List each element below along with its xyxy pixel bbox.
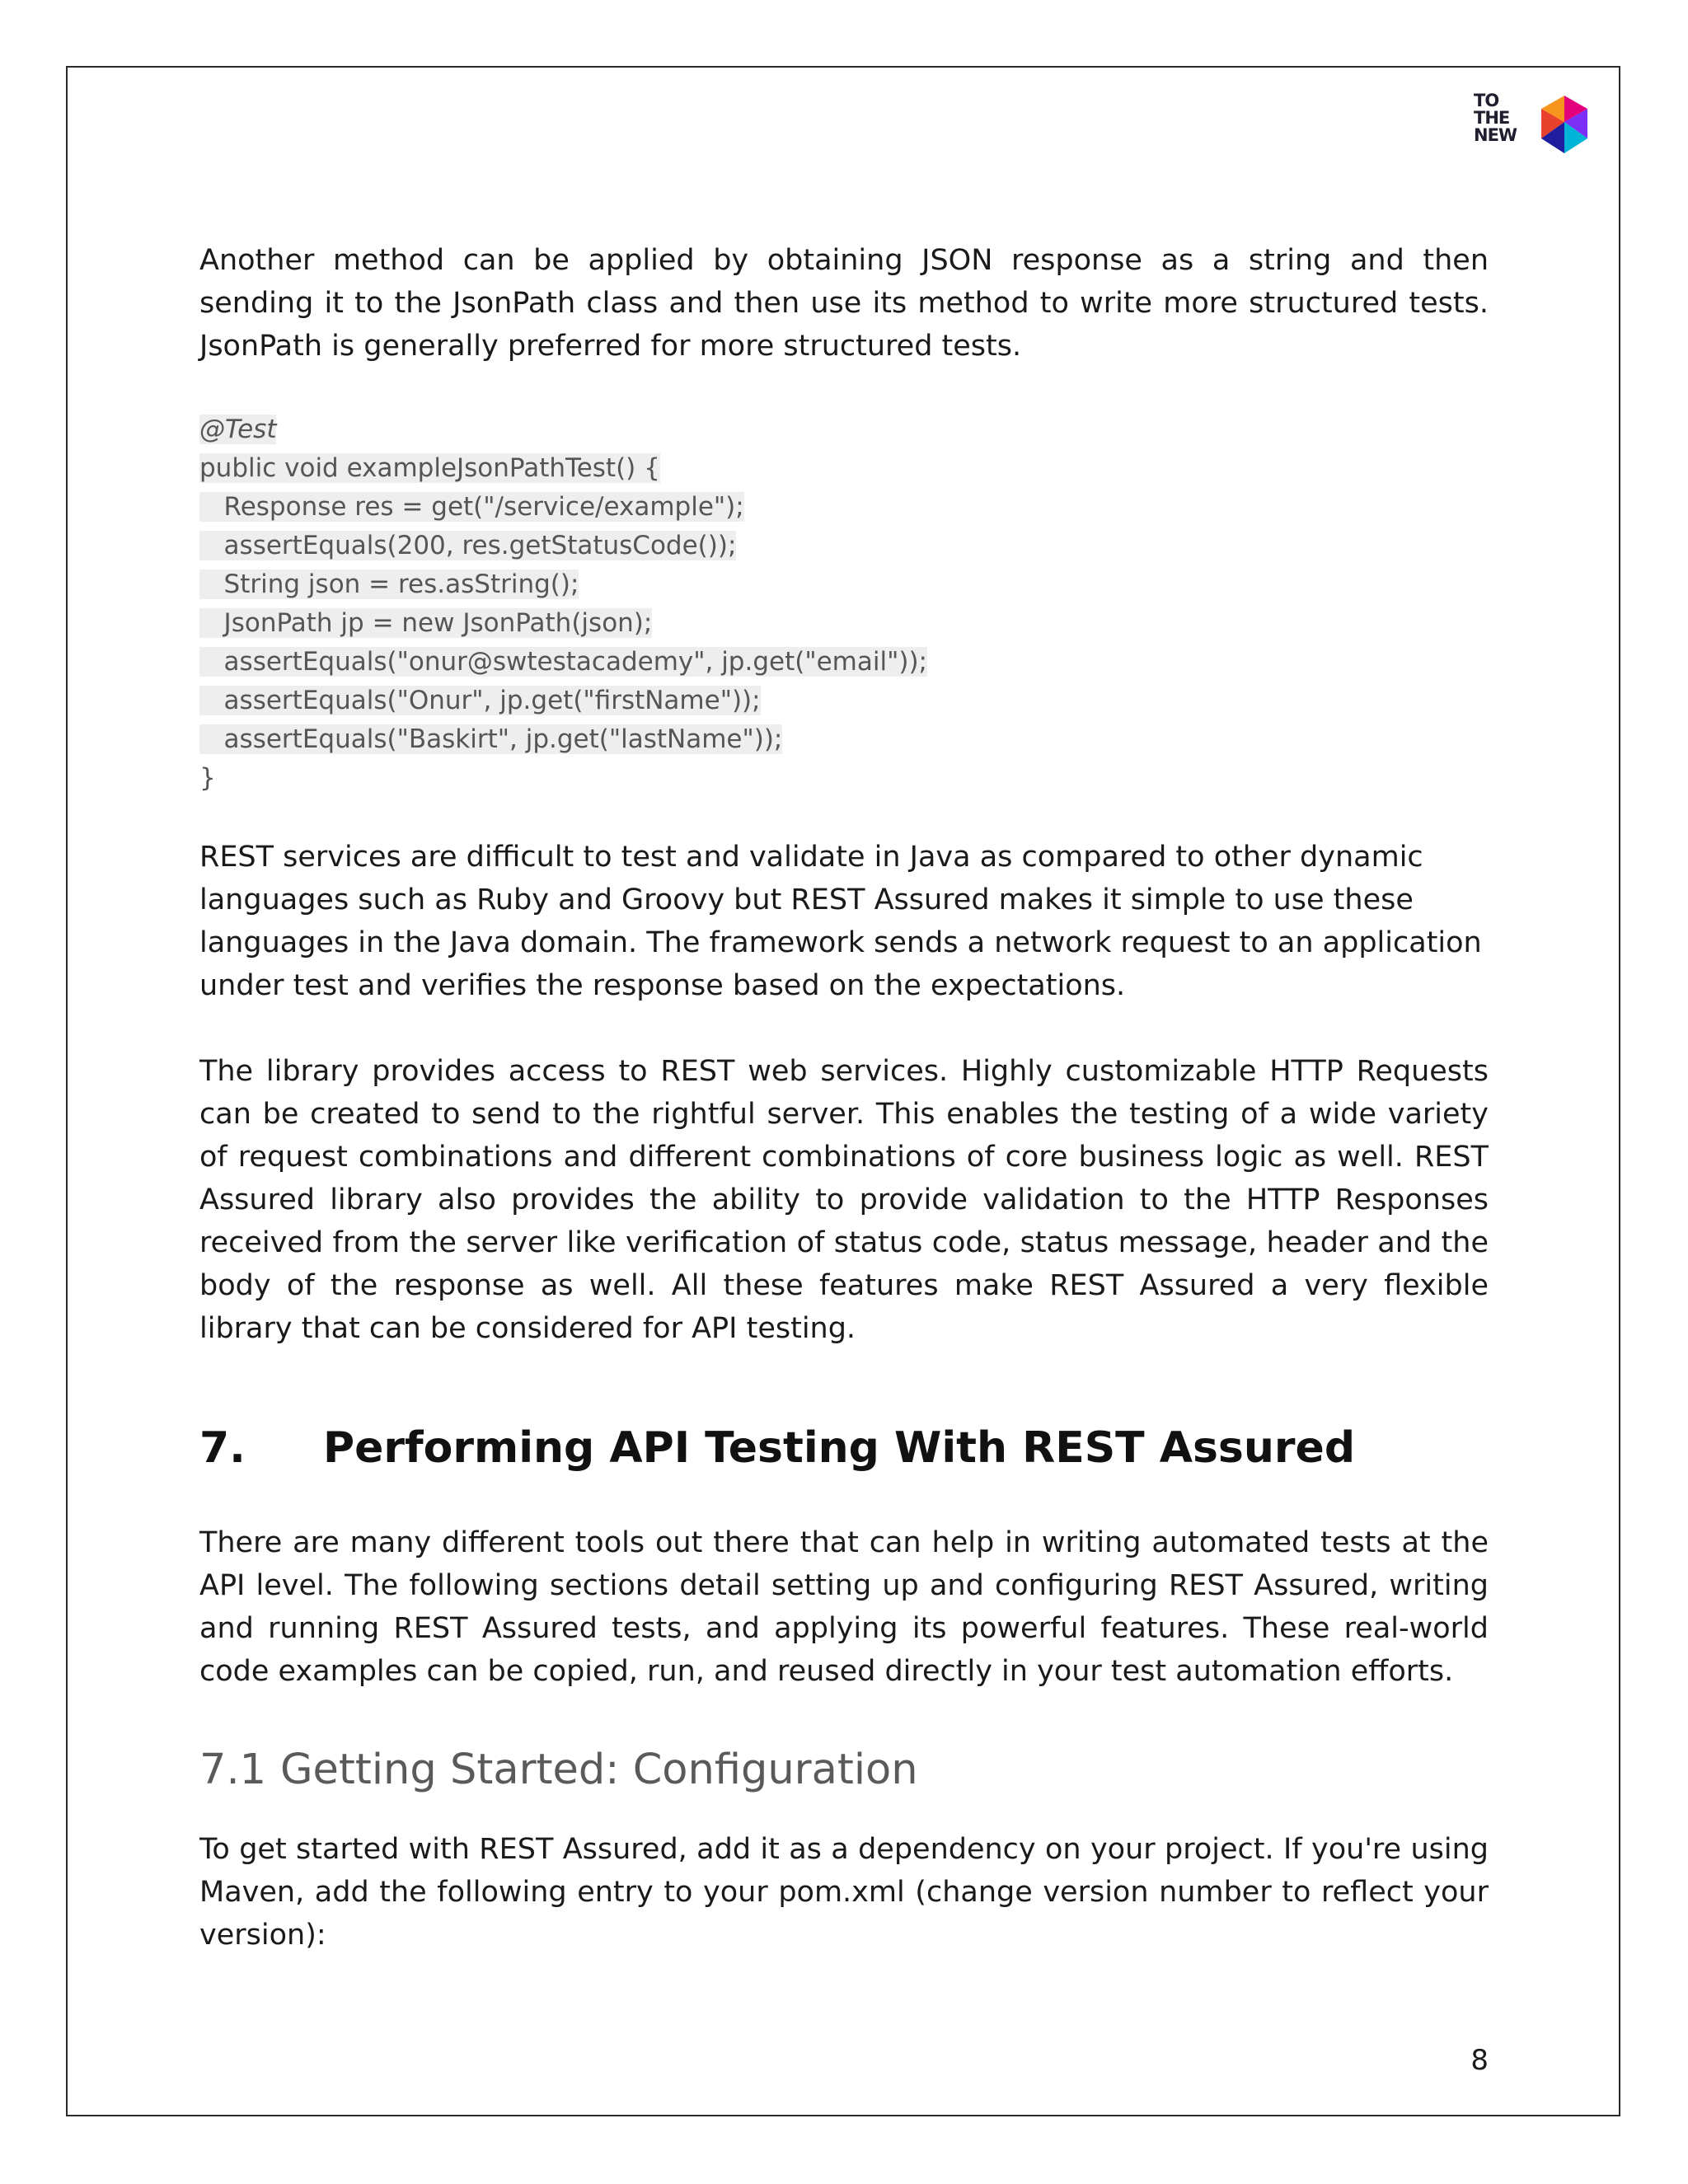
paragraph-rest-services: REST services are difficult to test and validate in Java as compared to other dynamic languages such as Ruby and Groovy but REST Assured makes it simple to use these languages in the Java domain. The framework sends a network request to an application under test and verifies the response based on the expectations. [199,841,1482,1002]
subsection-title: Getting Started: Configuration [280,1746,918,1794]
code-line: assertEquals("onur@swtestacademy", jp.get("email")); [199,647,927,677]
paragraph-library-provides: The library provides access to REST web services. Highly customizable HTTP Requests can be created to send to the rightful server. This enables the testing of a wide variety of request combinations and different combinations of core business logic as well. REST Assured library also provides the ability to provide validation to the HTTP Responses received from the server like verification of status code, status message, header and the body of the response as well. All these features make REST Assured a very flexible library that can be considered for API testing. [199,1055,1489,1345]
code-line: } [199,763,216,793]
paragraph-jsonpath-intro: Another method can be applied by obtaining JSON response as a string and then sending it to the JsonPath class and then use its method to write more structured tests. JsonPath is generally preferred for more structured tests. [199,244,1489,363]
code-line: String json = res.asString(); [199,569,579,599]
paragraph-getting-started: To get started with REST Assured, add it as a dependency on your project. If you're using Maven, add the following entry to your pom.xml (change version number to reflect your version): [199,1833,1489,1952]
code-line: @Test [199,415,277,444]
section-number: 7. [199,1423,246,1473]
logo-wordmark [1474,92,1531,144]
paragraph-tools-intro: There are many different tools out there that can help in writing automated tests at the API level. The following sections detail setting up and configuring REST Assured, writing and running REST Assured tests, and applying its powerful features. These real-world code examples can be copied, run, and reused directly in your test automation efforts. [199,1526,1489,1688]
to-the-new-logo [1474,92,1597,158]
code-line: public void exampleJsonPathTest() { [199,453,660,483]
section-title: Performing API Testing With REST Assured [323,1423,1356,1473]
logo-line-2: THE [1474,108,1510,128]
subsection-heading [199,1744,1489,1797]
code-line: assertEquals("Baskirt", jp.get("lastName")); [199,724,783,754]
page-content [199,239,1489,1957]
subsection-number: 7.1 [199,1746,267,1794]
code-block [199,410,1489,798]
code-line: JsonPath jp = new JsonPath(json); [199,608,653,638]
code-line: assertEquals("Onur", jp.get("firstName")); [199,686,761,715]
logo-mark-icon [1536,94,1592,155]
code-line: assertEquals(200, res.getStatusCode()); [199,531,737,560]
logo-line-1: TO [1474,91,1499,110]
logo-line-3: NEW [1474,125,1517,145]
code-line: Response res = get("/service/example"); [199,492,744,522]
section-heading [199,1419,1489,1477]
page-number: 8 [1470,2044,1489,2077]
